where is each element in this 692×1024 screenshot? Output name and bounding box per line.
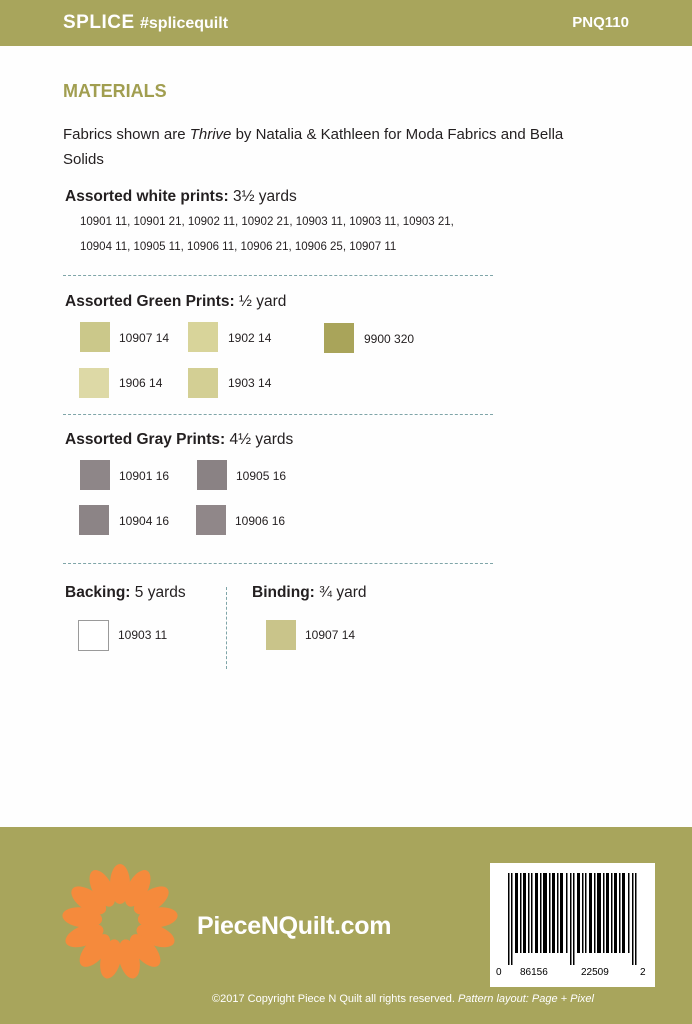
fabric-swatch xyxy=(188,368,218,398)
fabric-swatch xyxy=(79,505,109,535)
backing-title xyxy=(65,584,186,602)
fabric-line-name: Thrive xyxy=(189,126,232,143)
barcode-bars xyxy=(508,873,638,965)
materials-intro xyxy=(63,122,583,172)
gray-prints-title xyxy=(65,431,293,449)
white-prints-codes-1: 10901 11, 10901 21, 10902 11, 10902 21, 10903 11, 10903 11, 10903 21, xyxy=(80,216,454,228)
white-prints-title xyxy=(65,188,297,206)
section-divider xyxy=(63,275,493,276)
binding-amount: ¾ yard xyxy=(314,584,367,601)
gray-prints-label: Assorted Gray Prints: xyxy=(65,431,226,448)
barcode-digits: 86156 xyxy=(520,967,548,978)
website-link[interactable]: PieceNQuilt.com xyxy=(197,912,392,940)
swatch-label: 1906 14 xyxy=(119,376,163,390)
fabric-swatch xyxy=(79,368,109,398)
fabric-swatch xyxy=(188,322,218,352)
binding-title xyxy=(252,584,367,602)
white-prints-amount: 3½ yards xyxy=(228,188,297,205)
green-prints-title xyxy=(65,293,286,311)
pattern-hashtag: #splicequilt xyxy=(140,15,229,32)
swatch-label: 10901 16 xyxy=(119,469,170,483)
layout-credit: Pattern layout: Page + Pixel xyxy=(457,993,594,1005)
swatch-label: 10905 16 xyxy=(236,469,287,483)
orange-flower-logo-icon xyxy=(60,862,180,982)
white-prints-codes-2: 10904 11, 10905 11, 10906 11, 10906 21, 10906 25, 10907 11 xyxy=(80,241,397,253)
section-divider xyxy=(63,414,493,415)
swatch-label: 1902 14 xyxy=(228,331,272,345)
barcode xyxy=(490,863,655,987)
materials-heading: MATERIALS xyxy=(63,81,167,101)
intro-text-start: Fabrics shown are xyxy=(63,126,190,143)
swatch-label: 10907 14 xyxy=(119,331,170,345)
white-prints-label: Assorted white prints: xyxy=(65,188,229,205)
barcode-digit: 0 xyxy=(496,967,502,978)
pattern-code: PNQ110 xyxy=(572,14,629,31)
intro-text-end: by Natalia & Kathleen for Moda Fabrics and Bella Solids xyxy=(63,126,564,168)
swatch-label: 9900 320 xyxy=(364,332,415,346)
section-divider xyxy=(63,563,493,564)
green-prints-label: Assorted Green Prints: xyxy=(65,293,235,310)
swatch-label: 10904 16 xyxy=(119,514,170,528)
pattern-title: SPLICE xyxy=(63,12,135,33)
backing-label: Backing: xyxy=(65,584,131,601)
page-header xyxy=(0,0,692,46)
swatch-label: 10906 16 xyxy=(235,514,286,528)
copyright-text: ©2017 Copyright Piece N Quilt all rights reserved. xyxy=(212,993,458,1005)
copyright-notice xyxy=(212,993,594,1005)
swatch-label: 10907 14 xyxy=(305,628,356,642)
barcode-digit: 2 xyxy=(640,967,646,978)
fabric-swatch xyxy=(80,460,110,490)
fabric-swatch xyxy=(196,505,226,535)
column-divider xyxy=(226,587,227,669)
swatch-label: 10903 11 xyxy=(118,628,168,642)
swatch-label: 1903 14 xyxy=(228,376,272,390)
barcode-digits: 22509 xyxy=(581,967,609,978)
fabric-swatch xyxy=(324,323,354,353)
binding-label: Binding: xyxy=(252,584,315,601)
backing-amount: 5 yards xyxy=(130,584,186,601)
fabric-swatch xyxy=(197,460,227,490)
fabric-swatch xyxy=(78,620,109,651)
fabric-swatch xyxy=(80,322,110,352)
gray-prints-amount: 4½ yards xyxy=(225,431,294,448)
green-prints-amount: ½ yard xyxy=(234,293,287,310)
fabric-swatch xyxy=(266,620,296,650)
